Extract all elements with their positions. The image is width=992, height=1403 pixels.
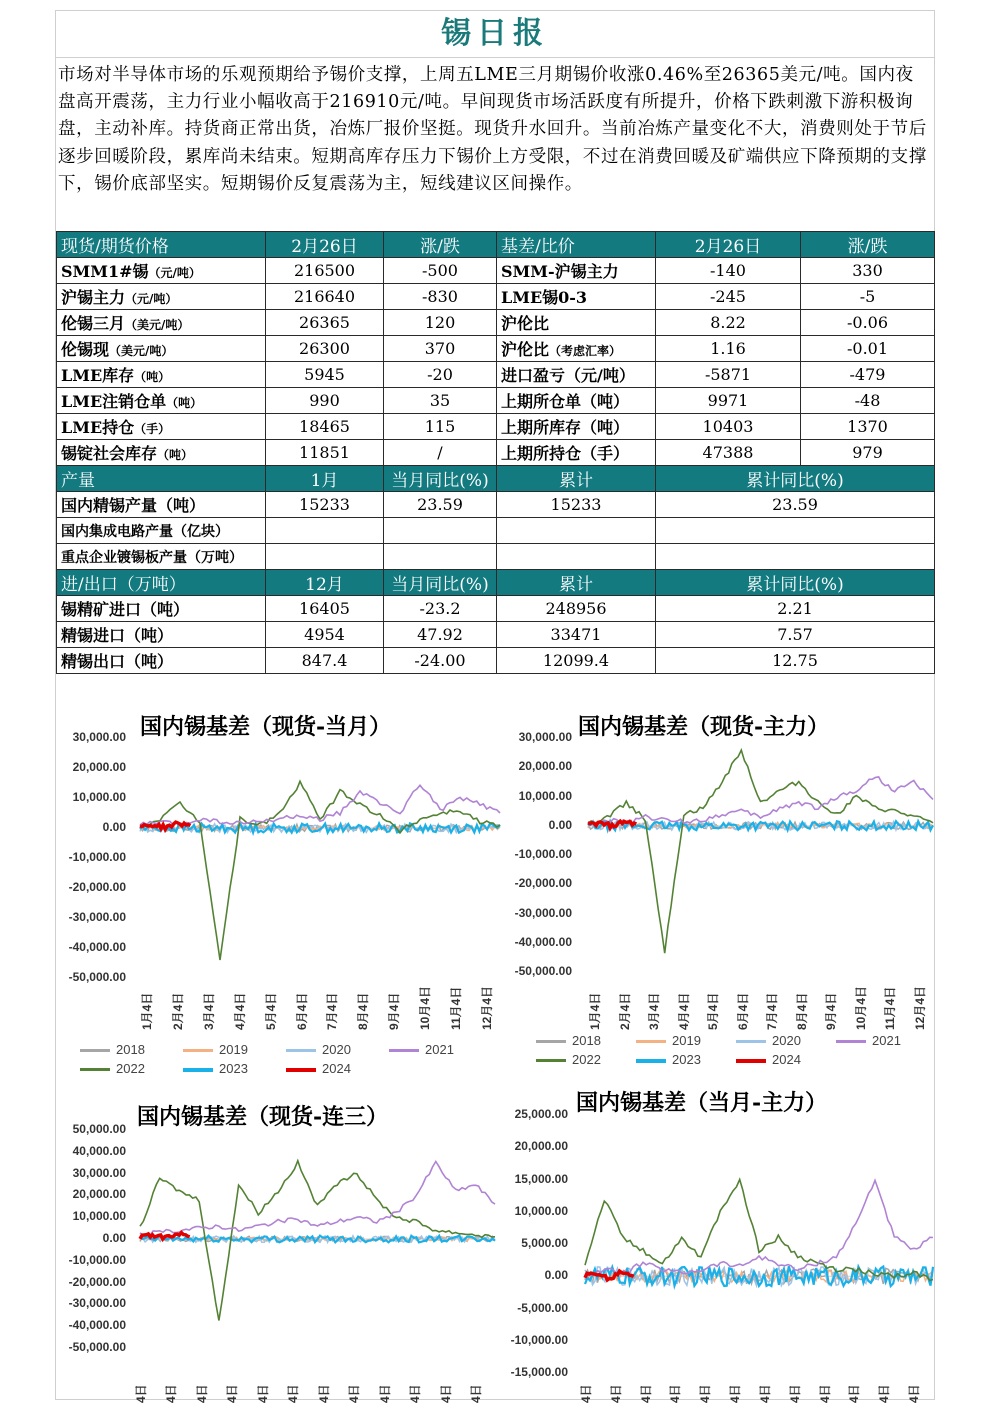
value-cell: 248956 (497, 596, 656, 622)
row-label (497, 414, 656, 440)
trade-row (57, 622, 935, 648)
value-cell: 15233 (497, 492, 656, 518)
x-tick-label: 10月4日 (418, 985, 433, 1030)
x-tick-fragment: 4日 (225, 1384, 240, 1403)
x-tick-label: 1月4日 (140, 992, 154, 1030)
header-cell: 累计同比(%) (656, 466, 935, 492)
x-tick-fragment: 4日 (579, 1384, 593, 1403)
y-tick-label: 10,000.00 (518, 788, 572, 803)
y-tick-label: -5,000.00 (517, 1300, 568, 1315)
row-label (57, 440, 266, 466)
x-tick-fragment: 4日 (408, 1384, 423, 1403)
x-tick-fragment: 4日 (847, 1384, 862, 1403)
x-tick-fragment: 4日 (347, 1384, 362, 1403)
legend-entry (183, 1042, 248, 1057)
value-cell: 47388 (656, 440, 801, 466)
value-cell: 1.16 (656, 336, 801, 362)
x-tick-label: 12月4日 (480, 985, 494, 1030)
y-tick-label: -30,000.00 (68, 910, 126, 924)
series-line-2022 (140, 781, 500, 960)
y-tick-label: 0.00 (102, 1231, 126, 1245)
legend-swatch (389, 1049, 419, 1052)
data-table (56, 231, 935, 674)
change-cell: -0.06 (801, 310, 935, 336)
x-tick-fragment: 4日 (194, 1384, 209, 1403)
row-label (497, 336, 656, 362)
chart-3-title: 国内锡基差（现货-连三） (137, 1104, 389, 1130)
x-tick-fragment: 4日 (817, 1384, 832, 1403)
value-cell: 26300 (266, 336, 384, 362)
trade-row (57, 648, 935, 674)
row-label (497, 284, 656, 310)
x-tick-label: 4月4日 (676, 992, 691, 1030)
legend-swatch (286, 1049, 316, 1052)
y-tick-label: 20,000.00 (72, 1187, 126, 1202)
legend-swatch (183, 1068, 213, 1072)
price-row (57, 362, 935, 388)
row-label (497, 310, 656, 336)
y-tick-label: 30,000.00 (72, 1165, 126, 1180)
legend-label: 2021 (425, 1042, 454, 1057)
value-cell: 12099.4 (497, 648, 656, 674)
change-cell: 330 (801, 258, 935, 284)
legend-entry (536, 1052, 601, 1067)
legend-entry (736, 1033, 801, 1048)
header-cell: 基差/比价 (497, 232, 656, 258)
legend-entry (80, 1061, 145, 1076)
x-tick-fragment: 4日 (757, 1384, 772, 1403)
row-label: 重点企业镀锡板产量（万吨） (57, 544, 266, 570)
x-tick-fragment: 4日 (608, 1384, 623, 1403)
legend-label: 2019 (672, 1033, 701, 1048)
y-tick-label: 25,000.00 (514, 1107, 568, 1121)
label-unit: （吨） (166, 396, 203, 410)
legend-entry (286, 1042, 351, 1057)
value-cell: 216500 (266, 258, 384, 284)
y-tick-label: -10,000.00 (68, 850, 126, 864)
x-tick-fragment: 4日 (668, 1384, 683, 1403)
value-cell: 9971 (656, 388, 801, 414)
header-cell: 累计同比(%) (656, 570, 935, 596)
label-text: LME注销仓单 (61, 392, 167, 411)
header-cell: 当月同比(%) (384, 466, 497, 492)
y-tick-label: -30,000.00 (514, 905, 572, 920)
value-cell: 12.75 (656, 648, 935, 674)
value-cell (497, 544, 656, 570)
value-cell: -5871 (656, 362, 801, 388)
row-label (57, 284, 266, 310)
chart-2-title: 国内锡基差（现货-主力） (578, 714, 830, 740)
legend-label: 2018 (572, 1033, 601, 1048)
row-label (57, 310, 266, 336)
y-tick-label: 20,000.00 (514, 1139, 568, 1154)
y-tick-label: 0.00 (544, 1268, 568, 1283)
change-cell: 35 (384, 388, 497, 414)
value-cell: -24.00 (384, 648, 497, 674)
y-tick-label: -50,000.00 (68, 1340, 126, 1354)
x-tick-fragment: 4日 (698, 1384, 713, 1403)
label-text: SMM-沪锡主力 (501, 262, 619, 281)
value-cell (384, 544, 497, 570)
x-tick-fragment: 4日 (286, 1384, 301, 1403)
row-label: 锡精矿进口（吨） (57, 596, 266, 622)
legend-label: 2019 (219, 1042, 248, 1057)
value-cell: 5945 (266, 362, 384, 388)
y-tick-label: -10,000.00 (68, 1252, 126, 1267)
y-tick-label: -15,000.00 (510, 1365, 568, 1379)
y-tick-label: 50,000.00 (72, 1122, 126, 1136)
row-label: 国内精锡产量（吨） (57, 492, 266, 518)
value-cell (266, 518, 384, 544)
legend-swatch (736, 1040, 766, 1043)
value-cell: 8.22 (656, 310, 801, 336)
label-unit: （吨） (157, 448, 194, 462)
page-title: 锡日报 (55, 10, 935, 58)
change-cell: -830 (384, 284, 497, 310)
row-label (497, 440, 656, 466)
legend-swatch (536, 1059, 566, 1062)
value-cell (266, 544, 384, 570)
value-cell: 4954 (266, 622, 384, 648)
header-cell: 涨/跌 (801, 232, 935, 258)
row-label (497, 362, 656, 388)
value-cell (656, 518, 935, 544)
legend-swatch (836, 1040, 866, 1043)
value-cell (384, 518, 497, 544)
legend-entry (836, 1033, 901, 1048)
legend-label: 2024 (322, 1061, 351, 1076)
change-cell: 370 (384, 336, 497, 362)
label-text: LME持仓 (61, 418, 135, 437)
legend-entry (736, 1052, 801, 1067)
x-tick-label: 8月4日 (794, 992, 809, 1030)
x-tick-fragment: 4日 (469, 1384, 483, 1403)
y-tick-label: -30,000.00 (68, 1296, 126, 1311)
chart-1-title: 国内锡基差（现货-当月） (140, 714, 392, 740)
y-tick-label: 0.00 (102, 820, 126, 834)
value-cell: 990 (266, 388, 384, 414)
production-row (57, 492, 935, 518)
x-tick-label: 9月4日 (387, 992, 402, 1030)
x-tick-label: 3月4日 (201, 992, 216, 1030)
x-tick-label: 8月4日 (356, 992, 371, 1030)
header-cell: 当月同比(%) (384, 570, 497, 596)
y-tick-label: -20,000.00 (68, 880, 126, 894)
row-label: 国内集成电路产量（亿块） (57, 518, 266, 544)
y-tick-label: 15,000.00 (514, 1171, 568, 1186)
legend-label: 2020 (772, 1033, 801, 1048)
legend-label: 2021 (872, 1033, 901, 1048)
label-text: LME锡0-3 (501, 288, 588, 307)
label-unit: （手） (134, 422, 171, 436)
legend-entry (536, 1033, 601, 1048)
value-cell: 18465 (266, 414, 384, 440)
row-label (497, 258, 656, 284)
legend-swatch (286, 1068, 316, 1072)
y-tick-label: -20,000.00 (514, 876, 572, 891)
label-text: 上期所仓单（吨） (501, 392, 630, 411)
price-row (57, 258, 935, 284)
y-tick-label: -50,000.00 (68, 970, 126, 984)
y-tick-label: 30,000.00 (72, 730, 126, 744)
change-cell: -20 (384, 362, 497, 388)
value-cell: -245 (656, 284, 801, 310)
legend-label: 2022 (116, 1061, 145, 1076)
y-tick-label: -40,000.00 (68, 940, 126, 954)
x-tick-fragment: 4日 (377, 1384, 392, 1403)
x-tick-label: 7月4日 (765, 992, 780, 1030)
x-tick-fragment: 4日 (728, 1384, 743, 1403)
legend-entry (636, 1033, 701, 1048)
x-tick-label: 3月4日 (647, 992, 662, 1030)
label-text: 上期所持仓（手） (501, 444, 630, 463)
label-unit: （美元/吨） (125, 318, 190, 332)
label-unit: （元/吨） (148, 266, 201, 280)
label-text: 沪锡主力 (61, 288, 126, 307)
x-tick-label: 11月4日 (449, 986, 464, 1030)
price-header-row (57, 232, 935, 258)
market-summary: 市场对半导体市场的乐观预期给予锡价支撑，上周五LME三月期锡价收涨0.46%至26365美元/吨。国内夜盘高开震荡，主力行业小幅收高于216910元/吨。早间现货市场活跃度有所提升，价格下跌刺激下游积极询盘，主动补库。持货商正常出货，冶炼厂报价坚挺。现货升水回升。当前冶炼产量变化不大，消费则处于节后逐步回暖阶段，累库尚未结束。短期高库存压力下锡价上方受限，不过在消费回暖及矿端供应下降预期的支撑下，锡价底部坚实。短期锡价反复震荡为主，短线建议区间操作。 (58, 65, 927, 194)
legend-label: 2024 (772, 1052, 801, 1067)
x-tick-label: 10月4日 (853, 985, 868, 1030)
value-cell: 23.59 (384, 492, 497, 518)
legend-label: 2023 (219, 1061, 248, 1076)
x-tick-fragment: 4日 (316, 1384, 331, 1403)
legend-swatch (636, 1040, 666, 1043)
chart-1-plot (140, 738, 500, 978)
price-row (57, 310, 935, 336)
x-tick-label: 4月4日 (232, 992, 247, 1030)
header-cell: 2月26日 (266, 232, 384, 258)
value-cell: 216640 (266, 284, 384, 310)
change-cell: 1370 (801, 414, 935, 440)
header-cell: 产量 (57, 466, 266, 492)
header-cell: 2月26日 (656, 232, 801, 258)
price-row (57, 388, 935, 414)
label-text: 锡锭社会库存 (61, 444, 158, 463)
trade-row (57, 596, 935, 622)
legend-entry (183, 1061, 248, 1076)
x-tick-fragment: 4日 (877, 1384, 892, 1403)
chart-4-title: 国内锡基差（当月-主力） (576, 1090, 828, 1116)
value-cell: 47.92 (384, 622, 497, 648)
x-tick-label: 6月4日 (735, 992, 750, 1030)
value-cell (656, 544, 935, 570)
x-tick-label: 1月4日 (588, 992, 602, 1030)
y-tick-label: 30,000.00 (518, 730, 572, 744)
x-tick-label: 5月4日 (706, 992, 721, 1030)
label-text: 伦锡三月 (61, 314, 126, 333)
price-row (57, 336, 935, 362)
header-cell: 累计 (497, 466, 656, 492)
header-cell: 累计 (497, 570, 656, 596)
legend-label: 2022 (572, 1052, 601, 1067)
header-cell: 现货/期货价格 (57, 232, 266, 258)
legend-label: 2018 (116, 1042, 145, 1057)
value-cell: 16405 (266, 596, 384, 622)
x-tick-fragment: 4日 (638, 1384, 653, 1403)
value-cell: 26365 (266, 310, 384, 336)
row-label (57, 336, 266, 362)
price-row (57, 440, 935, 466)
label-text: 沪伦比 (501, 340, 550, 359)
y-tick-label: 20,000.00 (518, 759, 572, 774)
y-tick-label: 10,000.00 (514, 1203, 568, 1218)
legend-entry (389, 1042, 454, 1057)
label-unit: （元/吨） (125, 292, 178, 306)
production-row (57, 518, 935, 544)
label-unit: （考虑汇率） (549, 344, 622, 358)
trade-header-row (57, 570, 935, 596)
label-text: 伦锡现 (61, 340, 110, 359)
x-tick-fragment: 4日 (907, 1384, 921, 1403)
value-cell: 15233 (266, 492, 384, 518)
change-cell: / (384, 440, 497, 466)
y-tick-label: 10,000.00 (72, 1209, 126, 1224)
x-tick-fragment: 4日 (438, 1384, 453, 1403)
value-cell (497, 518, 656, 544)
value-cell: 847.4 (266, 648, 384, 674)
header-cell: 1月 (266, 466, 384, 492)
chart-3-plot (140, 1130, 495, 1348)
row-label (497, 388, 656, 414)
header-cell: 涨/跌 (384, 232, 497, 258)
legend-swatch (736, 1059, 766, 1063)
change-cell: -48 (801, 388, 935, 414)
y-tick-label: 20,000.00 (72, 760, 126, 774)
y-tick-label: -20,000.00 (68, 1274, 126, 1289)
legend-swatch (636, 1059, 666, 1063)
value-cell: 23.59 (656, 492, 935, 518)
x-tick-fragment: 4日 (164, 1384, 179, 1403)
x-tick-label: 9月4日 (824, 992, 839, 1030)
label-text: 上期所库存（吨） (501, 418, 630, 437)
price-row (57, 284, 935, 310)
change-cell: 115 (384, 414, 497, 440)
value-cell: 2.21 (656, 596, 935, 622)
x-tick-label: 2月4日 (170, 992, 185, 1030)
legend-label: 2020 (322, 1042, 351, 1057)
row-label (57, 258, 266, 284)
value-cell: -140 (656, 258, 801, 284)
y-tick-label: 0.00 (548, 817, 572, 832)
row-label: 精锡进口（吨） (57, 622, 266, 648)
header-cell: 进/出口（万吨） (57, 570, 266, 596)
legend-entry (286, 1061, 351, 1076)
x-tick-fragment: 4日 (134, 1384, 148, 1403)
x-tick-label: 6月4日 (294, 992, 309, 1030)
change-cell: -479 (801, 362, 935, 388)
x-tick-fragment: 4日 (255, 1384, 270, 1403)
change-cell: -5 (801, 284, 935, 310)
y-tick-label: -10,000.00 (514, 847, 572, 861)
legend-entry (80, 1042, 145, 1057)
y-tick-label: 40,000.00 (72, 1143, 126, 1158)
chart-2-plot (588, 738, 933, 972)
change-cell: 979 (801, 440, 935, 466)
x-tick-label: 11月4日 (883, 986, 898, 1030)
chart-4-plot (585, 1115, 933, 1373)
y-tick-label: -10,000.00 (510, 1332, 568, 1347)
y-tick-label: -40,000.00 (68, 1318, 126, 1333)
row-label (57, 414, 266, 440)
label-unit: （吨） (134, 370, 171, 384)
series-line-2021 (585, 1180, 933, 1278)
x-tick-label: 12月4日 (913, 985, 927, 1030)
x-tick-fragment: 4日 (787, 1384, 802, 1403)
header-cell: 12月 (266, 570, 384, 596)
value-cell: -23.2 (384, 596, 497, 622)
change-cell: -500 (384, 258, 497, 284)
value-cell: 33471 (497, 622, 656, 648)
production-header-row (57, 466, 935, 492)
label-unit: （美元/吨） (109, 344, 174, 358)
y-tick-label: 5,000.00 (521, 1236, 568, 1250)
label-text: LME库存 (61, 366, 135, 385)
legend-entry (636, 1052, 701, 1067)
x-tick-label: 5月4日 (263, 992, 278, 1030)
value-cell: 7.57 (656, 622, 935, 648)
change-cell: 120 (384, 310, 497, 336)
legend-swatch (80, 1068, 110, 1071)
value-cell: 10403 (656, 414, 801, 440)
legend-swatch (183, 1049, 213, 1052)
production-row (57, 544, 935, 570)
row-label: 精锡出口（吨） (57, 648, 266, 674)
y-tick-label: 10,000.00 (72, 790, 126, 804)
value-cell: 11851 (266, 440, 384, 466)
price-row (57, 414, 935, 440)
legend-swatch (80, 1049, 110, 1052)
label-text: 进口盈亏（元/吨） (501, 366, 635, 385)
label-text: 沪伦比 (501, 314, 550, 333)
label-text: SMM1#锡 (61, 262, 149, 281)
row-label (57, 388, 266, 414)
x-tick-label: 2月4日 (617, 992, 632, 1030)
y-tick-label: -40,000.00 (514, 934, 572, 949)
y-tick-label: -50,000.00 (514, 964, 572, 978)
change-cell: -0.01 (801, 336, 935, 362)
legend-label: 2023 (672, 1052, 701, 1067)
x-tick-label: 7月4日 (325, 992, 340, 1030)
legend-swatch (536, 1040, 566, 1043)
row-label (57, 362, 266, 388)
